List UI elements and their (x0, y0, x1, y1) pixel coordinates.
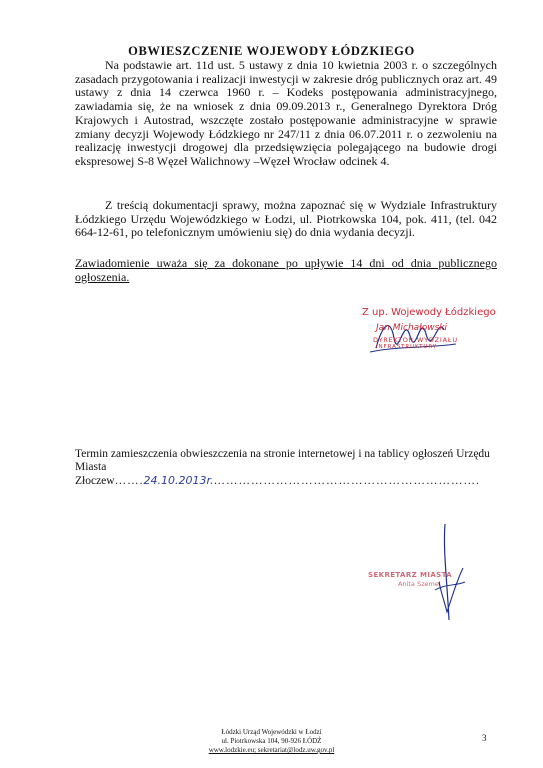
stamp-authorization: Z up. Wojewody Łódzkiego (362, 307, 496, 318)
paragraph-announcement (75, 59, 497, 169)
stamp-name: Jan Michałowski (376, 323, 448, 333)
stamp-position: DYREKTOR WYDZIAŁU (373, 336, 458, 344)
footer-office: Łódzki Urząd Wojewódzki w Łodzi (221, 728, 322, 736)
handwritten-signature-secretary (405, 520, 475, 625)
stamp-department: INFRASTRUKTURY (376, 344, 437, 350)
posting-term-line2: Miasta Złoczew…….24.10.2013r.………………………………………………………. (75, 461, 480, 487)
footer-contact: www.lodzkie.eu; sekretariat@lodz.uw.gov.pl (208, 746, 335, 754)
footer-address (0, 728, 543, 755)
page-number: 3 (482, 733, 487, 743)
posting-term-line1: Termin zamieszczenia obwieszczenia na stronie internetowej i na tablicy ogłoszeń Urzędu (75, 448, 490, 460)
footer-street: ul. Piotrkowska 104, 90-926 ŁÓDŹ (221, 737, 322, 745)
posting-term (75, 448, 505, 488)
stamp-secretary: SEKRETARZ MIASTA (368, 571, 453, 579)
document-title: OBWIESZCZENIE WOJEWODY ŁÓDZKIEGO (128, 44, 415, 58)
handwritten-date: 24.10.2013r. (143, 474, 214, 487)
notice-text: Zawiadomienie uważa się za dokonane po upływie 14 dni od dnia publicznego ogłoszenia. (75, 256, 497, 284)
stamp-secretary-name: Anita Szemel (398, 580, 441, 588)
paragraph-documentation-text: Z treścią dokumentacji sprawy, można zapoznać się w Wydziale Infrastruktury Łódzkiego Urzędu Wojewódzkiego w Łodzi, ul. Piotrkowska 104, pok. 411, (tel. 042 664-12-61, po telefonicznym umówieniu się) do dnia wydania decyzji. (75, 198, 497, 240)
posting-term-prefix: Miasta Złoczew (75, 461, 115, 487)
paragraph-documentation (75, 199, 497, 240)
paragraph-announcement-text: Na podstawie art. 11d ust. 5 ustawy z dnia 10 kwietnia 2003 r. o szczególnych zasadach przygotowania i realizacji inwestycji w zakresie dróg publicznych oraz art. 49 ustawy z dnia 14 czerwca 1960 r. – Kodeks postępowania administracyjnego, zawiadamia się, że na wniosek z dnia 09.09.2013 r., Generalnego Dyrektora Dróg Krajowych i Autostrad, wszczęte zostało postępowanie administracyjne w sprawie zmiany decyzji Wojewody Łódzkiego nr 247/11 z dnia 06.07.2011 r. o zezwoleniu na realizację inwestycji drogowej dla przedsięwzięcia polegającego na budowie drogi ekspresowej S-8 Węzeł Walichnowy –Węzeł Wrocław odcinek 4. (75, 58, 497, 168)
